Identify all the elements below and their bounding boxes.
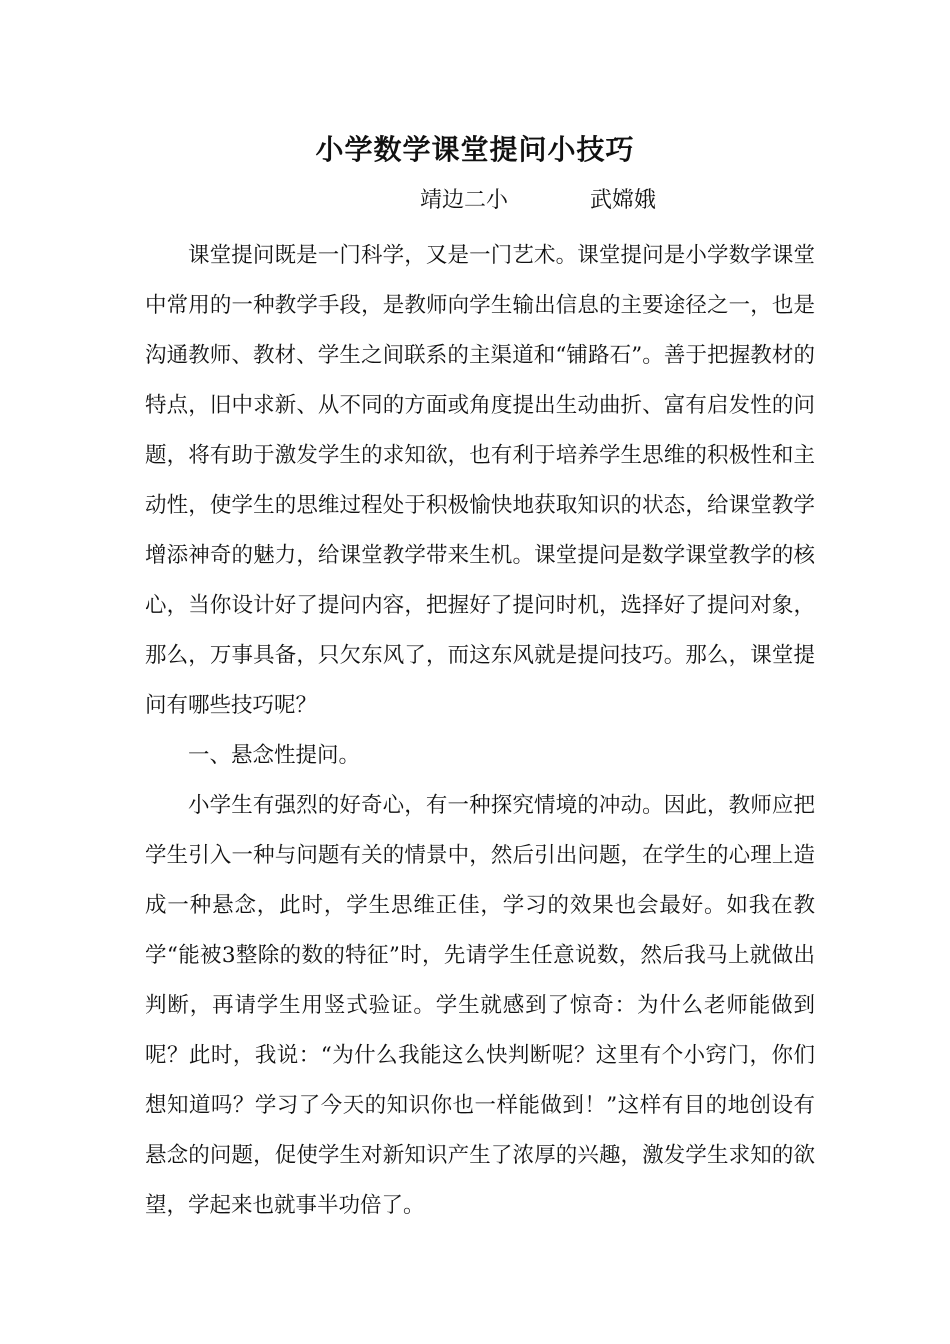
byline xyxy=(0,183,950,219)
document-body xyxy=(145,231,815,1231)
school-name: 靖边二小 xyxy=(420,188,509,213)
intro-paragraph: 课堂提问既是一门科学，又是一门艺术。课堂提问是小学数学课堂中常用的一种教学手段，是教师向学生输出信息的主要途径之一，也是沟通教师、教材、学生之间联系的主渠道和“铺路石”。善于把握教材的特点，旧中求新、从不同的方面或角度提出生动曲折、富有启发性的问题，将有助于激发学生的求知欲，也有利于培养学生思维的积极性和主动性，使学生的思维过程处于积极愉快地获取知识的状态，给课堂教学增添神奇的魅力，给课堂教学带来生机。课堂提问是数学课堂教学的核心，当你设计好了提问内容，把握好了提问时机，选择好了提问对象，那么，万事具备，只欠东风了，而这东风就是提问技巧。那么，课堂提问有哪些技巧呢？ xyxy=(145,243,815,718)
section-paragraph: 小学生有强烈的好奇心，有一种探究情境的冲动。因此，教师应把学生引入一种与问题有关的情景中，然后引出问题，在学生的心理上造成一种悬念，此时，学生思维正佳，学习的效果也会最好。如我在教学“能被3整除的数的特征”时，先请学生任意说数，然后我马上就做出判断，再请学生用竖式验证。学生就感到了惊奇：为什么老师能做到呢？此时，我说：“为什么我能这么快判断呢？这里有个小窍门，你们想知道吗？学习了今天的知识你也一样能做到！”这样有目的地创设有悬念的问题，促使学生对新知识产生了浓厚的兴趣，激发学生求知的欲望，学起来也就事半功倍了。 xyxy=(145,793,815,1218)
section-heading: 一、悬念性提问。 xyxy=(188,743,361,768)
document-title: 小学数学课堂提问小技巧 xyxy=(315,133,635,166)
author-name: 武嫦娥 xyxy=(590,188,657,213)
